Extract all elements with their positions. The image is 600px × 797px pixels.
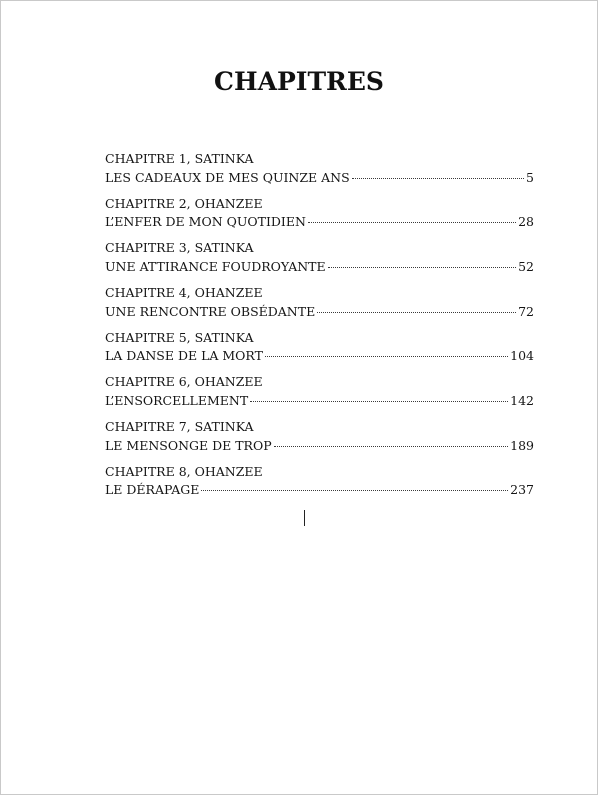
dot-leader <box>250 401 508 402</box>
dot-leader <box>308 222 516 223</box>
toc-chapter-line <box>105 213 534 232</box>
toc-entry <box>105 463 534 508</box>
toc-chapter-title: LE MENSONGE DE TROP <box>105 437 272 453</box>
toc-chapter-line <box>105 437 534 456</box>
toc-entry <box>105 373 534 418</box>
toc-chapter-line <box>105 347 534 366</box>
toc-chapter-title: LES CADEAUX DE MES QUINZE ANS <box>105 169 350 185</box>
toc-entry <box>105 195 534 240</box>
toc-page-number: 142 <box>510 392 534 408</box>
dot-leader <box>265 356 508 357</box>
text-cursor[interactable] <box>304 510 305 526</box>
toc-chapter-heading: CHAPITRE 5, SATINKA <box>105 329 254 345</box>
toc-chapter-heading: CHAPITRE 7, SATINKA <box>105 419 254 435</box>
dot-leader <box>317 312 516 313</box>
toc-page-number: 189 <box>510 437 534 453</box>
toc-chapter-line <box>105 169 534 188</box>
toc-chapter-title: L’ENSORCELLEMENT <box>105 392 249 408</box>
toc-entry <box>105 150 534 195</box>
dot-leader <box>274 446 509 447</box>
table-of-contents <box>105 150 534 508</box>
toc-chapter-title: L’ENFER DE MON QUOTIDIEN <box>105 214 306 230</box>
toc-chapter-heading: CHAPITRE 2, OHANZEE <box>105 195 263 211</box>
page-title: CHAPITRES <box>214 67 384 96</box>
toc-chapter-heading: CHAPITRE 6, OHANZEE <box>105 374 263 390</box>
toc-chapter-title: LA DANSE DE LA MORT <box>105 348 263 364</box>
toc-entry <box>105 284 534 329</box>
toc-chapter-heading: CHAPITRE 8, OHANZEE <box>105 463 263 479</box>
dot-leader <box>352 178 524 179</box>
toc-page-number: 72 <box>518 303 534 319</box>
toc-entry <box>105 329 534 374</box>
toc-chapter-heading: CHAPITRE 1, SATINKA <box>105 151 254 166</box>
toc-page-number: 5 <box>526 169 534 185</box>
toc-chapter-title: UNE RENCONTRE OBSÉDANTE <box>105 303 316 319</box>
toc-entry <box>105 418 534 463</box>
dot-leader <box>328 267 516 268</box>
toc-page-number: 104 <box>510 348 534 364</box>
toc-page-number: 237 <box>510 482 534 498</box>
toc-chapter-line <box>105 258 534 277</box>
toc-chapter-line <box>105 481 534 500</box>
toc-entry <box>105 239 534 284</box>
toc-chapter-heading: CHAPITRE 4, OHANZEE <box>105 285 263 301</box>
toc-chapter-heading: CHAPITRE 3, SATINKA <box>105 240 254 256</box>
dot-leader <box>201 490 508 491</box>
toc-chapter-line <box>105 392 534 411</box>
toc-chapter-line <box>105 303 534 322</box>
toc-page-number: 28 <box>518 214 534 230</box>
toc-chapter-title: UNE ATTIRANCE FOUDROYANTE <box>105 258 326 274</box>
toc-chapter-title: LE DÉRAPAGE <box>105 482 200 498</box>
toc-page-number: 52 <box>518 258 534 274</box>
